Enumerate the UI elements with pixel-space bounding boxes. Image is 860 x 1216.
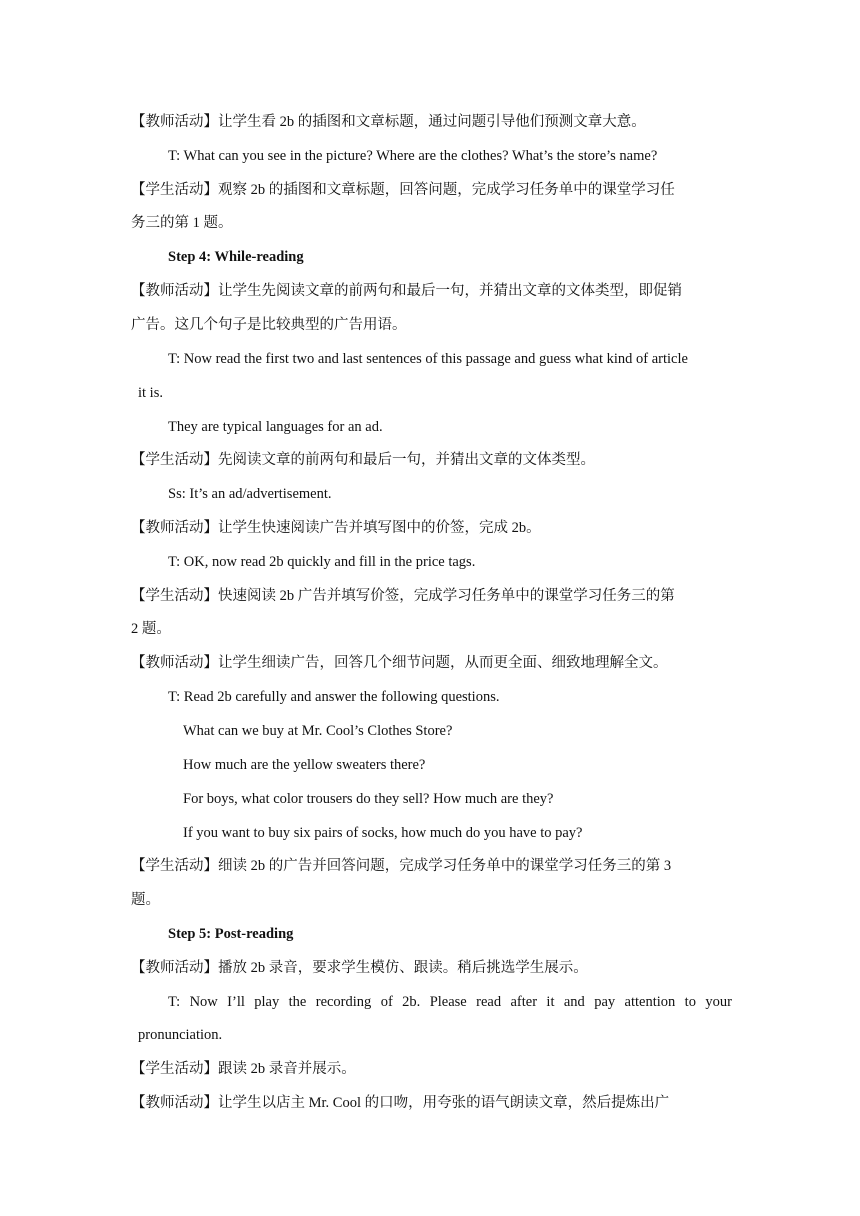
word: the [288,994,307,1010]
paragraph-line: 题。 [131,892,160,908]
paragraph-line: 【教师活动】让学生看 2b 的插图和文章标题，通过问题引导他们预测文章大意。 [131,114,646,130]
paragraph-line: it is. [138,385,163,401]
question-item: How much are the yellow sweaters there? [183,757,426,773]
justified-paragraph-line [168,993,732,1011]
paragraph-line: 【学生活动】观察 2b 的插图和文章标题，回答问题，完成学习任务单中的课堂学习任 [131,182,675,198]
paragraph-line: 【教师活动】让学生以店主 Mr. Cool 的口吻，用夸张的语气朗读文章，然后提炼出广 [131,1095,670,1111]
section-heading: Step 4: While-reading [168,249,304,265]
paragraph-line: 广告。这几个句子是比较典型的广告用语。 [131,317,407,333]
word: after [510,994,538,1010]
word: attention [624,994,676,1010]
word: of [380,994,393,1010]
word: 2b. [402,994,421,1010]
word: to [684,994,696,1010]
question-item: What can we buy at Mr. Cool’s Clothes Store? [183,723,453,739]
section-heading: Step 5: Post-reading [168,926,294,942]
paragraph-line: 【教师活动】播放 2b 录音，要求学生模仿、跟读。稍后挑选学生展示。 [131,960,588,976]
word: and [563,994,585,1010]
word: Please [429,994,467,1010]
paragraph-line: 2 题。 [131,621,171,637]
word: read [476,994,502,1010]
paragraph-line: They are typical languages for an ad. [168,419,383,435]
question-item: For boys, what color trousers do they sell? How much are they? [183,791,554,807]
paragraph-line: T: Read 2b carefully and answer the following questions. [168,689,500,705]
paragraph-line: T: OK, now read 2b quickly and fill in the price tags. [168,554,476,570]
paragraph-line: 【教师活动】让学生先阅读文章的前两句和最后一句，并猜出文章的文体类型，即促销 [131,283,682,299]
paragraph-line: 【学生活动】先阅读文章的前两句和最后一句，并猜出文章的文体类型。 [131,452,595,468]
word: play [254,994,280,1010]
paragraph-line: 【学生活动】细读 2b 的广告并回答问题，完成学习任务单中的课堂学习任务三的第 3 [131,858,672,874]
word: pay [594,994,616,1010]
word: I’ll [227,994,245,1010]
paragraph-line: 【学生活动】快速阅读 2b 广告并填写价签，完成学习任务单中的课堂学习任务三的第 [131,588,675,604]
word: T: [168,994,181,1010]
paragraph-line: 【学生活动】跟读 2b 录音并展示。 [131,1061,356,1077]
word: your [705,994,732,1010]
paragraph-line: 【教师活动】让学生快速阅读广告并填写图中的价签，完成 2b。 [131,520,541,536]
word: recording [315,994,372,1010]
paragraph-line: 【教师活动】让学生细读广告，回答几个细节问题，从而更全面、细致地理解全文。 [131,655,668,671]
paragraph-line: Ss: It’s an ad/advertisement. [168,486,332,502]
paragraph-line: T: What can you see in the picture? Where are the clothes? What’s the store’s name? [168,148,658,164]
question-item: If you want to buy six pairs of socks, how much do you have to pay? [183,825,583,841]
word: it [546,994,555,1010]
paragraph-line: pronunciation. [138,1027,223,1043]
word: Now [189,994,218,1010]
paragraph-line: 务三的第 1 题。 [131,215,233,231]
paragraph-line: T: Now read the first two and last sentences of this passage and guess what kind of article [168,351,688,367]
